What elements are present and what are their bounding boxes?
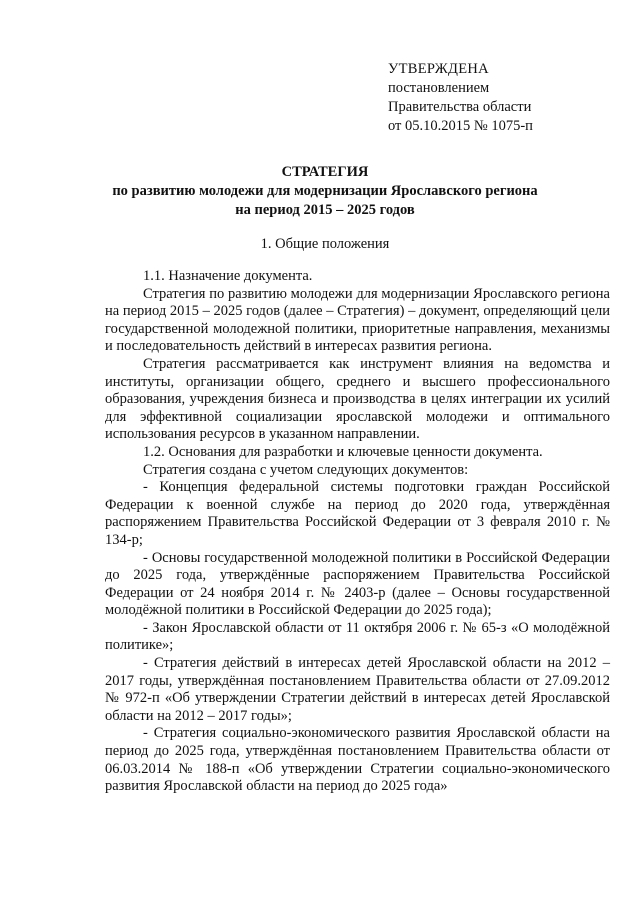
- title-line: на период 2015 – 2025 годов: [235, 202, 415, 218]
- paragraph: Стратегия рассматривается как инструмент влияния на ведомства и институты, организации общего, среднего и высшего профессионального образования, учреждения бизнеса и производства в целях интеграции их усилий для эффективной социализации ярославской молодежи и оптимального использования ресурсов в указанном направлении.: [105, 355, 610, 443]
- approval-title: УТВЕРЖДЕНА: [388, 61, 489, 77]
- list-item: - Закон Ярославской области от 11 октября 2006 г. № 65-з «О молодёжной политике»;: [105, 619, 610, 654]
- section-heading: 1. Общие положения: [260, 236, 390, 252]
- approval-stamp: [388, 60, 533, 136]
- paragraph: Стратегия по развитию молодежи для модернизации Ярославского региона на период 2015 – 2025 годов (далее – Стратегия) – документ, определяющий цели государственной молодежной политики, приоритетные направления, механизмы и последовательность действий в интересах развития региона.: [105, 285, 610, 355]
- list-item: - Концепция федеральной системы подготовки граждан Российской Федерации к военной службе на период до 2020 года, утверждённая распоряжением Правительства Российской Федерации от 3 февраля 2010 г. № 134-р;: [105, 479, 610, 548]
- paragraph: Стратегия создана с учетом следующих документов:: [143, 461, 469, 478]
- approval-line: Правительства области: [388, 99, 532, 115]
- list-item: - Стратегия социально-экономического развития Ярославской области на период до 2025 года, утверждённая постановлением Правительства области от 06.03.2014 № 188-п «Об утверждении Стратегии социально-экономического развития Ярославской области на период до 2025 года»: [105, 725, 610, 795]
- title-line: по развитию молодежи для модернизации Ярославского региона: [112, 183, 538, 199]
- document-body: [105, 268, 610, 796]
- title-line: СТРАТЕГИЯ: [281, 164, 369, 180]
- list-item: - Стратегия действий в интересах детей Ярославской области на 2012 – 2017 годы, утверждённая постановлением Правительства области от 27.09.2012 № 972-п «Об утверждении Стратегии действий в интересах детей Ярославской области на 2012 – 2017 годы»;: [105, 655, 610, 724]
- list-item: - Основы государственной молодежной политики в Российской Федерации до 2025 года, утверждённые распоряжением Правительства Российской Федерации от 24 ноября 2014 г. № 2403-р (далее – Основы государственной молодёжной политики в Российской Федерации до 2025 года);: [105, 549, 610, 619]
- document-title: [80, 163, 570, 220]
- approval-date-number: от 05.10.2015 № 1075-п: [388, 118, 533, 134]
- paragraph: 1.1. Назначение документа.: [143, 268, 313, 284]
- paragraph: 1.2. Основания для разработки и ключевые ценности документа.: [143, 443, 543, 460]
- approval-line: постановлением: [388, 80, 490, 96]
